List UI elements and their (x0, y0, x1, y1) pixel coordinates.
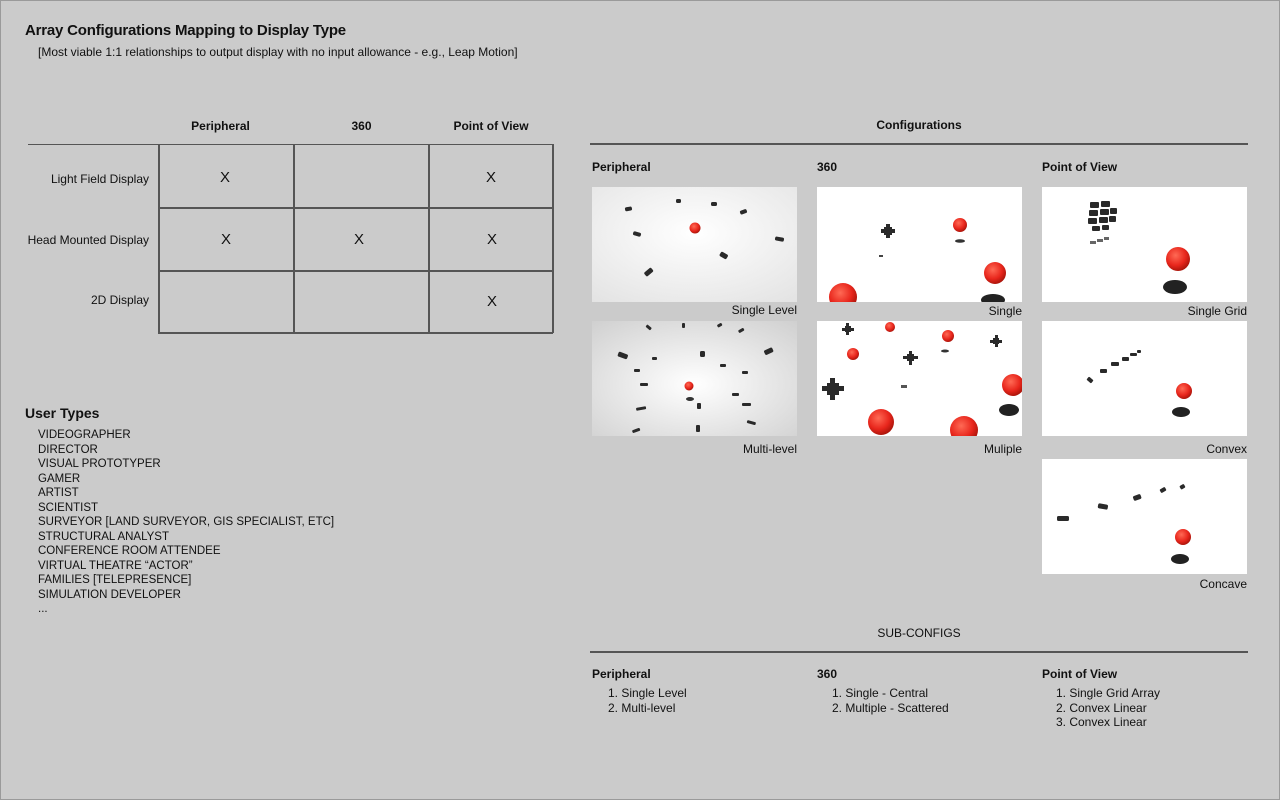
config-head-peripheral: Peripheral (592, 160, 651, 174)
list-item: SURVEYOR [LAND SURVEYOR, GIS SPECIALIST, ETC] (38, 516, 335, 528)
list-item: DIRECTOR (38, 443, 98, 456)
list-item: 1. Single Grid Array (1056, 686, 1161, 700)
page-subtitle: [Most viable 1:1 relationships to output display with no input allowance - e.g., Leap Motion] (38, 45, 518, 59)
sub-list-point-of-view (1056, 686, 1160, 730)
col-head-point-of-view: Point of View (453, 119, 529, 133)
caption-single-level: Single Level (731, 303, 797, 317)
caption-single-grid: Single Grid (1187, 304, 1247, 318)
table-hline (158, 270, 553, 272)
render-peripheral-multi-level (592, 321, 797, 436)
render-360-multiple (817, 321, 1022, 436)
table-cell: X (485, 169, 496, 186)
configurations-title: Configurations (876, 118, 962, 132)
sub-head-peripheral: Peripheral (592, 667, 651, 681)
render-peripheral-single-level (592, 187, 797, 302)
table-vline (293, 144, 295, 333)
caption-multi-level: Multi-level (742, 442, 797, 456)
row-head-head-mounted: Head Mounted Display (27, 233, 149, 247)
table-vline (158, 144, 160, 333)
caption-concave: Concave (1199, 577, 1247, 591)
table-hline (158, 332, 553, 334)
list-item: 3. Convex Linear (1056, 715, 1147, 729)
list-item: 2. Convex Linear (1056, 700, 1147, 715)
configurations-rule (590, 143, 1248, 145)
render-360-single (817, 187, 1022, 302)
col-head-peripheral: Peripheral (191, 119, 250, 133)
sub-configs-title: SUB-CONFIGS (877, 626, 961, 640)
list-item: 2. Multi-level (608, 700, 676, 715)
caption-convex: Convex (1206, 442, 1247, 456)
list-item: 2. Multiple - Scattered (832, 700, 949, 715)
table-cell: X (219, 169, 230, 186)
list-item: VIDEOGRAPHER (38, 429, 131, 441)
list-item: VIRTUAL THEATRE “ACTOR” (38, 559, 193, 572)
list-item: VISUAL PROTOTYPER (38, 458, 161, 470)
list-item: SCIENTIST (38, 501, 99, 514)
table-vline (552, 144, 554, 333)
row-head-light-field: Light Field Display (50, 172, 149, 186)
caption-muliple: Muliple (983, 442, 1022, 456)
list-item: 1. Single - Central (832, 686, 929, 700)
list-item: SIMULATION DEVELOPER (38, 588, 181, 601)
list-item: STRUCTURAL ANALYST (38, 530, 169, 543)
table-cell: X (486, 231, 497, 248)
table-top-rule (28, 144, 553, 145)
list-item: GAMER (38, 472, 81, 485)
sub-configs-rule (590, 651, 1248, 653)
list-item: ARTIST (38, 487, 79, 499)
table-vline (428, 144, 430, 333)
config-head-360: 360 (817, 160, 838, 174)
col-head-360: 360 (351, 119, 372, 133)
render-pov-convex (1042, 321, 1247, 436)
render-pov-concave (1042, 459, 1247, 574)
sub-list-peripheral (608, 686, 687, 715)
list-item: CONFERENCE ROOM ATTENDEE (38, 545, 221, 557)
sub-head-point-of-view: Point of View (1042, 667, 1118, 681)
row-head-2d: 2D Display (90, 293, 149, 307)
table-cell: X (220, 231, 231, 248)
sub-list-360 (832, 686, 949, 715)
caption-single: Single (988, 304, 1022, 318)
list-item: 1. Single Level (608, 686, 687, 700)
table-cell: X (353, 231, 364, 248)
sub-head-360: 360 (817, 667, 838, 681)
render-pov-single-grid (1042, 187, 1247, 302)
list-item: FAMILIES [TELEPRESENCE] (38, 574, 192, 586)
list-item: ... (38, 603, 48, 615)
page-title: Array Configurations Mapping to Display Type (25, 22, 346, 39)
table-cell: X (486, 293, 497, 310)
config-head-point-of-view: Point of View (1042, 160, 1118, 174)
user-types-title: User Types (25, 405, 100, 421)
user-types-list (38, 428, 334, 617)
table-hline (158, 207, 553, 209)
